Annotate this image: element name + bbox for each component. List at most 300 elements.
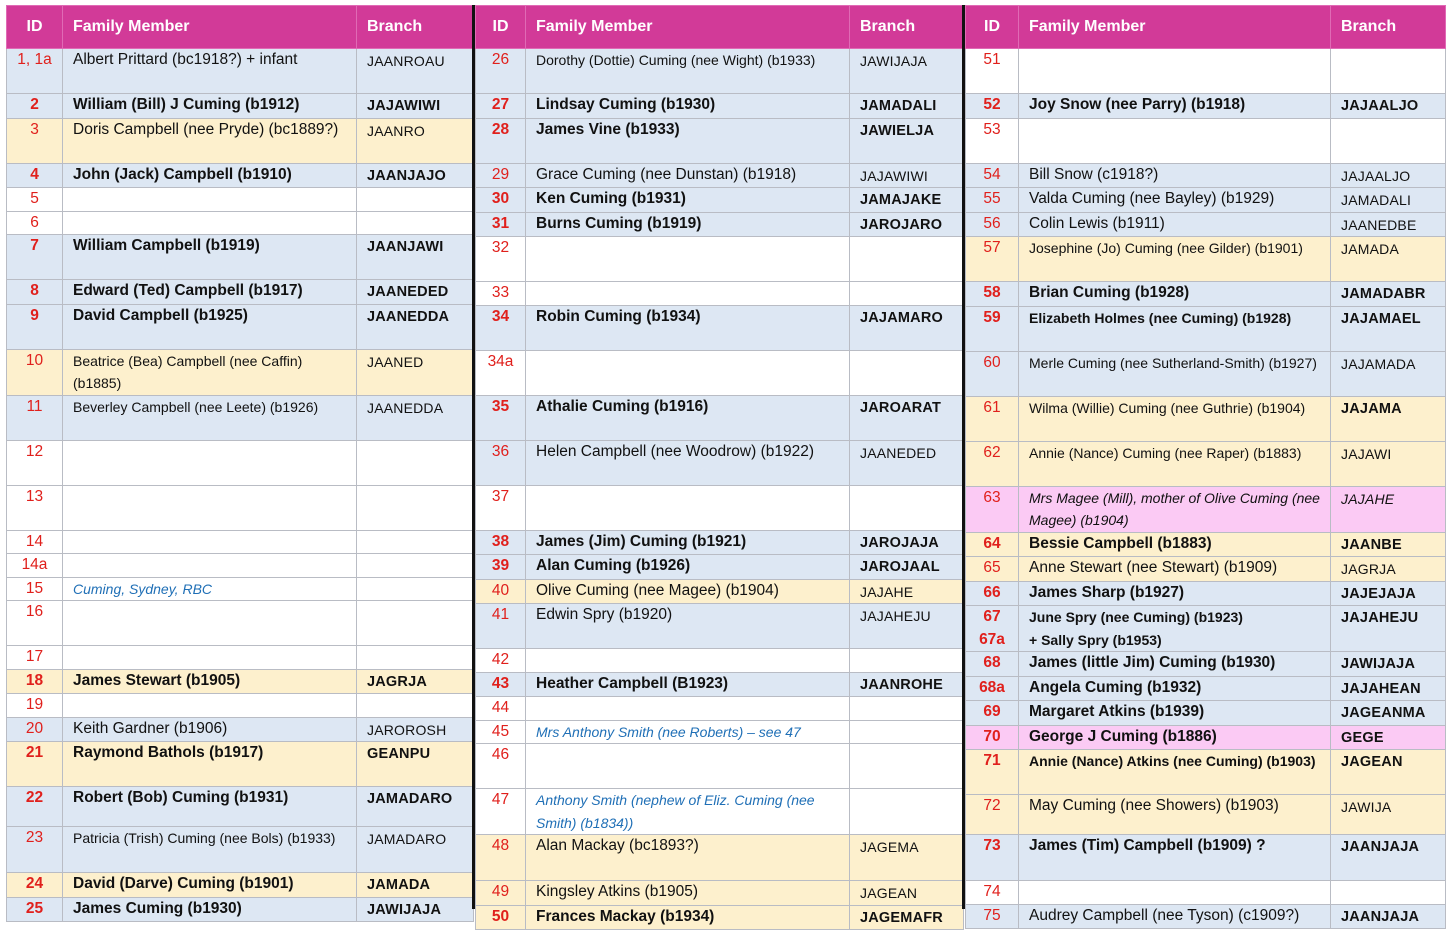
row-id: 74 xyxy=(966,881,1019,905)
branch-cell xyxy=(1331,881,1446,905)
row-id: 45 xyxy=(476,720,526,744)
family-member-cell: June Spry (nee Cuming) (b1923) + Sally Spry (b1953) xyxy=(1019,606,1331,652)
table-row xyxy=(476,604,964,649)
row-id: 26 xyxy=(476,49,526,94)
row-id: 60 xyxy=(966,351,1019,396)
branch-cell: JAJAHEJU xyxy=(850,604,964,649)
row-id: 25 xyxy=(7,897,63,922)
row-id: 68a xyxy=(966,676,1019,701)
branch-cell: JAGEMAFR xyxy=(850,905,964,930)
row-id: 49 xyxy=(476,881,526,906)
table-row xyxy=(476,237,964,282)
id-header: ID xyxy=(966,6,1019,49)
branch-cell: JAANEDDA xyxy=(357,304,474,349)
branch-cell: JAANJAWI xyxy=(357,235,474,280)
family-member-cell: Annie (Nance) Cuming (nee Raper) (b1883) xyxy=(1019,441,1331,486)
row-id: 21 xyxy=(7,742,63,787)
branch-header: Branch xyxy=(357,6,474,49)
family-member-cell: Olive Cuming (nee Magee) (b1904) xyxy=(526,579,850,604)
table-row xyxy=(966,725,1446,750)
family-member-cell: Dorothy (Dottie) Cuming (nee Wight) (b1933) xyxy=(526,49,850,94)
family-member-cell: James Vine (b1933) xyxy=(526,118,850,163)
table-row xyxy=(7,395,474,440)
family-member-cell: James (Tim) Campbell (b1909) ? xyxy=(1019,835,1331,881)
table-row xyxy=(7,304,474,349)
table-row xyxy=(7,118,474,163)
row-id: 31 xyxy=(476,212,526,237)
table-row xyxy=(7,163,474,188)
family-member-cell: Ken Cuming (b1931) xyxy=(526,188,850,213)
family-member-cell: Burns Cuming (b1919) xyxy=(526,212,850,237)
table-row xyxy=(7,485,474,530)
table-row xyxy=(7,280,474,305)
family-member-cell xyxy=(526,697,850,721)
branch-cell: JAANEDDA xyxy=(357,395,474,440)
row-id: 43 xyxy=(476,672,526,697)
branch-cell: JAMADARO xyxy=(357,787,474,827)
row-id: 73 xyxy=(966,835,1019,881)
table-row xyxy=(476,672,964,697)
id-header: ID xyxy=(7,6,63,49)
row-id: 48 xyxy=(476,835,526,881)
family-member-cell: Anthony Smith (nephew of Eliz. Cuming (nee Smith) (b1834)) xyxy=(526,789,850,835)
table-row xyxy=(966,306,1446,351)
table-row xyxy=(476,94,964,119)
row-id: 38 xyxy=(476,530,526,555)
family-member-cell: Bill Snow (c1918?) xyxy=(1019,163,1331,188)
table-row xyxy=(7,646,474,670)
row-id: 28 xyxy=(476,118,526,163)
row-id: 4 xyxy=(7,163,63,188)
branch-cell xyxy=(357,646,474,670)
table-row xyxy=(966,795,1446,835)
family-table-2 xyxy=(475,5,964,930)
branch-cell xyxy=(1331,49,1446,94)
family-member-cell: Merle Cuming (nee Sutherland-Smith) (b1927) xyxy=(1019,351,1331,396)
family-member-cell: Helen Campbell (nee Woodrow) (b1922) xyxy=(526,440,850,485)
branch-cell: JAWIJAJA xyxy=(357,897,474,922)
family-member-cell: James Cuming (b1930) xyxy=(63,897,357,922)
family-table-1 xyxy=(6,5,474,922)
branch-cell xyxy=(850,789,964,835)
branch-cell xyxy=(850,744,964,789)
row-id: 53 xyxy=(966,118,1019,163)
table-row xyxy=(966,212,1446,237)
branch-cell: JAROJAAL xyxy=(850,555,964,580)
table-row xyxy=(966,557,1446,582)
branch-cell: JAMADABR xyxy=(1331,282,1446,307)
family-member-cell: Grace Cuming (nee Dunstan) (b1918) xyxy=(526,163,850,188)
row-id: 1, 1a xyxy=(7,49,63,94)
row-id: 54 xyxy=(966,163,1019,188)
family-member-cell: Edwin Spry (b1920) xyxy=(526,604,850,649)
row-id: 62 xyxy=(966,441,1019,486)
row-id: 33 xyxy=(476,282,526,306)
row-id: 41 xyxy=(476,604,526,649)
branch-cell: JAANJAJA xyxy=(1331,904,1446,929)
row-id: 14 xyxy=(7,530,63,554)
branch-cell xyxy=(850,282,964,306)
family-member-cell: Doris Campbell (nee Pryde) (bc1889?) xyxy=(63,118,357,163)
row-id: 46 xyxy=(476,744,526,789)
row-id: 35 xyxy=(476,395,526,440)
table-row xyxy=(476,282,964,306)
row-id: 36 xyxy=(476,440,526,485)
table-row xyxy=(476,905,964,930)
branch-cell: JAJAHEAN xyxy=(1331,676,1446,701)
family-member-cell: Athalie Cuming (b1916) xyxy=(526,395,850,440)
table-row xyxy=(966,237,1446,282)
row-id: 66 xyxy=(966,581,1019,606)
branch-cell: JAANRO xyxy=(357,118,474,163)
branch-cell xyxy=(357,694,474,718)
row-id: 39 xyxy=(476,555,526,580)
branch-cell: JAJAHE xyxy=(850,579,964,604)
branch-cell: JAROJARO xyxy=(850,212,964,237)
row-id: 69 xyxy=(966,701,1019,726)
branch-cell: JAANED xyxy=(357,349,474,395)
family-member-cell xyxy=(63,530,357,554)
branch-cell: JAJAHE xyxy=(1331,486,1446,532)
family-member-cell: James Sharp (b1927) xyxy=(1019,581,1331,606)
branch-cell xyxy=(1331,118,1446,163)
branch-cell: JAWIJAJA xyxy=(850,49,964,94)
family-member-cell: Wilma (Willie) Cuming (nee Guthrie) (b1904) xyxy=(1019,396,1331,441)
table-row xyxy=(966,282,1446,307)
table-row xyxy=(7,669,474,694)
row-id: 71 xyxy=(966,750,1019,795)
branch-cell: JAWIELJA xyxy=(850,118,964,163)
family-member-cell: Alan Cuming (b1926) xyxy=(526,555,850,580)
table-row xyxy=(966,396,1446,441)
row-id: 61 xyxy=(966,396,1019,441)
family-member-cell: Mrs Magee (Mill), mother of Olive Cuming (nee Magee) (b1904) xyxy=(1019,486,1331,532)
branch-cell: JAMADA xyxy=(357,873,474,898)
family-member-cell: Frances Mackay (b1934) xyxy=(526,905,850,930)
family-table-3 xyxy=(965,5,1446,929)
table-row xyxy=(476,163,964,188)
family-member-cell: Angela Cuming (b1932) xyxy=(1019,676,1331,701)
row-id: 47 xyxy=(476,789,526,835)
row-id: 50 xyxy=(476,905,526,930)
table-row xyxy=(966,835,1446,881)
branch-cell: JAJAHEJU xyxy=(1331,606,1446,652)
table-row xyxy=(476,212,964,237)
table-row xyxy=(476,744,964,789)
branch-cell: JAROROSH xyxy=(357,717,474,742)
family-member-cell xyxy=(63,211,357,235)
row-id: 59 xyxy=(966,306,1019,351)
family-member-cell: Beatrice (Bea) Campbell (nee Caffin) (b1885) xyxy=(63,349,357,395)
row-id: 75 xyxy=(966,904,1019,929)
branch-cell xyxy=(357,485,474,530)
branch-cell: JAMADA xyxy=(1331,237,1446,282)
branch-cell xyxy=(357,530,474,554)
row-id: 72 xyxy=(966,795,1019,835)
table-row xyxy=(7,577,474,601)
row-id: 67 67a xyxy=(966,606,1019,652)
table-row xyxy=(476,49,964,94)
branch-cell: JAGRJA xyxy=(1331,557,1446,582)
family-member-cell: James Stewart (b1905) xyxy=(63,669,357,694)
table-row xyxy=(7,349,474,395)
table-row xyxy=(966,94,1446,119)
row-id: 14a xyxy=(7,554,63,578)
table-row xyxy=(476,579,964,604)
family-member-cell: David (Darve) Cuming (b1901) xyxy=(63,873,357,898)
family-member-cell: Raymond Bathols (b1917) xyxy=(63,742,357,787)
family-member-cell: Colin Lewis (b1911) xyxy=(1019,212,1331,237)
table-row xyxy=(476,720,964,744)
family-member-cell: David Campbell (b1925) xyxy=(63,304,357,349)
family-member-header: Family Member xyxy=(526,6,850,49)
family-member-cell: Cuming, Sydney, RBC xyxy=(63,577,357,601)
row-id: 52 xyxy=(966,94,1019,119)
branch-cell: JAGEMA xyxy=(850,835,964,881)
table-row xyxy=(476,835,964,881)
family-member-cell xyxy=(526,485,850,530)
branch-cell: JAGEANMA xyxy=(1331,701,1446,726)
family-member-header: Family Member xyxy=(1019,6,1331,49)
table-row xyxy=(476,697,964,721)
row-id: 27 xyxy=(476,94,526,119)
row-id: 22 xyxy=(7,787,63,827)
row-id: 15 xyxy=(7,577,63,601)
row-id: 18 xyxy=(7,669,63,694)
branch-cell: JAROARAT xyxy=(850,395,964,440)
table-row xyxy=(966,118,1446,163)
row-id: 6 xyxy=(7,211,63,235)
family-member-cell: William Campbell (b1919) xyxy=(63,235,357,280)
branch-cell xyxy=(850,720,964,744)
table-row xyxy=(7,49,474,94)
branch-cell: JAJAWI xyxy=(1331,441,1446,486)
table-row xyxy=(476,188,964,213)
family-member-cell: Beverley Campbell (nee Leete) (b1926) xyxy=(63,395,357,440)
branch-cell: JAJAMARO xyxy=(850,305,964,350)
table-row xyxy=(966,904,1446,929)
table-row xyxy=(7,897,474,922)
family-member-cell xyxy=(63,554,357,578)
row-id: 10 xyxy=(7,349,63,395)
branch-cell: JAJEJAJA xyxy=(1331,581,1446,606)
header-row xyxy=(7,6,474,49)
table-row xyxy=(7,94,474,119)
family-member-cell: Alan Mackay (bc1893?) xyxy=(526,835,850,881)
table-row xyxy=(966,652,1446,677)
row-id: 17 xyxy=(7,646,63,670)
table-row xyxy=(476,789,964,835)
family-member-cell: James (little Jim) Cuming (b1930) xyxy=(1019,652,1331,677)
row-id: 63 xyxy=(966,486,1019,532)
family-member-cell xyxy=(526,282,850,306)
table-row xyxy=(966,351,1446,396)
family-member-cell: May Cuming (nee Showers) (b1903) xyxy=(1019,795,1331,835)
row-id: 23 xyxy=(7,827,63,873)
family-member-cell: Joy Snow (nee Parry) (b1918) xyxy=(1019,94,1331,119)
header-row xyxy=(476,6,964,49)
family-member-cell: Annie (Nance) Atkins (nee Cuming) (b1903) xyxy=(1019,750,1331,795)
family-member-cell: Anne Stewart (nee Stewart) (b1909) xyxy=(1019,557,1331,582)
table-row xyxy=(476,440,964,485)
row-id: 7 xyxy=(7,235,63,280)
row-id: 30 xyxy=(476,188,526,213)
row-id: 40 xyxy=(476,579,526,604)
table-row xyxy=(7,717,474,742)
branch-cell: JAMADALI xyxy=(1331,188,1446,213)
family-member-cell: Robert (Bob) Cuming (b1931) xyxy=(63,787,357,827)
family-member-cell xyxy=(63,646,357,670)
table-row xyxy=(7,827,474,873)
family-member-cell: George J Cuming (b1886) xyxy=(1019,725,1331,750)
table-row xyxy=(966,676,1446,701)
family-member-cell: Heather Campbell (B1923) xyxy=(526,672,850,697)
branch-cell: JAMADALI xyxy=(850,94,964,119)
family-member-cell xyxy=(63,601,357,646)
table-row xyxy=(7,188,474,212)
table-row xyxy=(966,701,1446,726)
branch-cell: JAGEAN xyxy=(850,881,964,906)
family-member-cell: Edward (Ted) Campbell (b1917) xyxy=(63,280,357,305)
branch-cell xyxy=(850,697,964,721)
branch-cell: JAANEDED xyxy=(850,440,964,485)
family-member-cell xyxy=(1019,118,1331,163)
row-id: 11 xyxy=(7,395,63,440)
family-member-cell: Robin Cuming (b1934) xyxy=(526,305,850,350)
family-member-cell xyxy=(526,744,850,789)
branch-cell: JAGEAN xyxy=(1331,750,1446,795)
branch-cell xyxy=(357,577,474,601)
row-id: 56 xyxy=(966,212,1019,237)
row-id: 13 xyxy=(7,485,63,530)
family-member-cell: Audrey Campbell (nee Tyson) (c1909?) xyxy=(1019,904,1331,929)
table-row xyxy=(966,750,1446,795)
family-member-cell xyxy=(526,350,850,395)
family-member-cell: Bessie Campbell (b1883) xyxy=(1019,532,1331,557)
row-id: 12 xyxy=(7,440,63,485)
row-id: 8 xyxy=(7,280,63,305)
branch-cell: JAANEDED xyxy=(357,280,474,305)
family-member-cell: Patricia (Trish) Cuming (nee Bols) (b1933) xyxy=(63,827,357,873)
branch-cell xyxy=(850,649,964,673)
family-member-cell: Lindsay Cuming (b1930) xyxy=(526,94,850,119)
branch-cell: JAANROAU xyxy=(357,49,474,94)
table-row xyxy=(966,486,1446,532)
family-member-cell xyxy=(63,188,357,212)
branch-cell: JAJAWIWI xyxy=(357,94,474,119)
table-row xyxy=(966,188,1446,213)
branch-cell: JAROJAJA xyxy=(850,530,964,555)
family-member-cell xyxy=(63,440,357,485)
branch-cell xyxy=(357,601,474,646)
row-id: 34a xyxy=(476,350,526,395)
branch-cell xyxy=(850,350,964,395)
branch-cell: JAJAWIWI xyxy=(850,163,964,188)
branch-cell xyxy=(357,440,474,485)
branch-cell: JAANROHE xyxy=(850,672,964,697)
table-row xyxy=(476,395,964,440)
row-id: 34 xyxy=(476,305,526,350)
family-member-cell xyxy=(1019,881,1331,905)
table-row xyxy=(966,441,1446,486)
branch-cell: JAJAALJO xyxy=(1331,94,1446,119)
family-member-cell: Mrs Anthony Smith (nee Roberts) – see 47 xyxy=(526,720,850,744)
row-id: 32 xyxy=(476,237,526,282)
family-member-cell xyxy=(526,237,850,282)
row-id: 5 xyxy=(7,188,63,212)
row-id: 29 xyxy=(476,163,526,188)
table-row xyxy=(7,211,474,235)
branch-cell: JAJAMADA xyxy=(1331,351,1446,396)
family-member-cell: Margaret Atkins (b1939) xyxy=(1019,701,1331,726)
branch-cell: JAANBE xyxy=(1331,532,1446,557)
branch-cell: JAMAJAKE xyxy=(850,188,964,213)
family-member-cell: John (Jack) Campbell (b1910) xyxy=(63,163,357,188)
family-member-cell: James (Jim) Cuming (b1921) xyxy=(526,530,850,555)
family-member-cell: Albert Prittard (bc1918?) + infant xyxy=(63,49,357,94)
family-member-cell: Kingsley Atkins (b1905) xyxy=(526,881,850,906)
row-id: 9 xyxy=(7,304,63,349)
branch-cell: JAJAMAEL xyxy=(1331,306,1446,351)
family-member-cell: William (Bill) J Cuming (b1912) xyxy=(63,94,357,119)
branch-cell: JAANJAJA xyxy=(1331,835,1446,881)
family-member-cell: Valda Cuming (nee Bayley) (b1929) xyxy=(1019,188,1331,213)
row-id: 70 xyxy=(966,725,1019,750)
family-member-cell xyxy=(63,694,357,718)
family-member-cell: Keith Gardner (b1906) xyxy=(63,717,357,742)
branch-cell: JAJAALJO xyxy=(1331,163,1446,188)
branch-cell xyxy=(357,188,474,212)
table-row xyxy=(476,530,964,555)
table-row xyxy=(7,235,474,280)
branch-cell: JAWIJAJA xyxy=(1331,652,1446,677)
row-id: 65 xyxy=(966,557,1019,582)
row-id: 44 xyxy=(476,697,526,721)
row-id: 20 xyxy=(7,717,63,742)
table-row xyxy=(966,49,1446,94)
family-member-cell xyxy=(526,649,850,673)
branch-cell xyxy=(357,211,474,235)
table-row xyxy=(7,601,474,646)
table-row xyxy=(476,555,964,580)
branch-header: Branch xyxy=(1331,6,1446,49)
table-row xyxy=(966,606,1446,652)
header-row xyxy=(966,6,1446,49)
row-id: 19 xyxy=(7,694,63,718)
table-row xyxy=(966,532,1446,557)
family-member-cell: Josephine (Jo) Cuming (nee Gilder) (b1901) xyxy=(1019,237,1331,282)
row-id: 37 xyxy=(476,485,526,530)
row-id: 55 xyxy=(966,188,1019,213)
row-id: 57 xyxy=(966,237,1019,282)
family-member-cell: Brian Cuming (b1928) xyxy=(1019,282,1331,307)
family-member-cell: Elizabeth Holmes (nee Cuming) (b1928) xyxy=(1019,306,1331,351)
table-row xyxy=(7,440,474,485)
branch-cell: JAANEDBE xyxy=(1331,212,1446,237)
row-id: 58 xyxy=(966,282,1019,307)
branch-cell: JAMADARO xyxy=(357,827,474,873)
row-id: 3 xyxy=(7,118,63,163)
row-id: 64 xyxy=(966,532,1019,557)
table-row xyxy=(7,694,474,718)
table-row xyxy=(7,873,474,898)
branch-cell xyxy=(357,554,474,578)
table-row xyxy=(7,530,474,554)
id-header: ID xyxy=(476,6,526,49)
family-member-cell xyxy=(63,485,357,530)
table-row xyxy=(7,554,474,578)
table-row xyxy=(966,581,1446,606)
